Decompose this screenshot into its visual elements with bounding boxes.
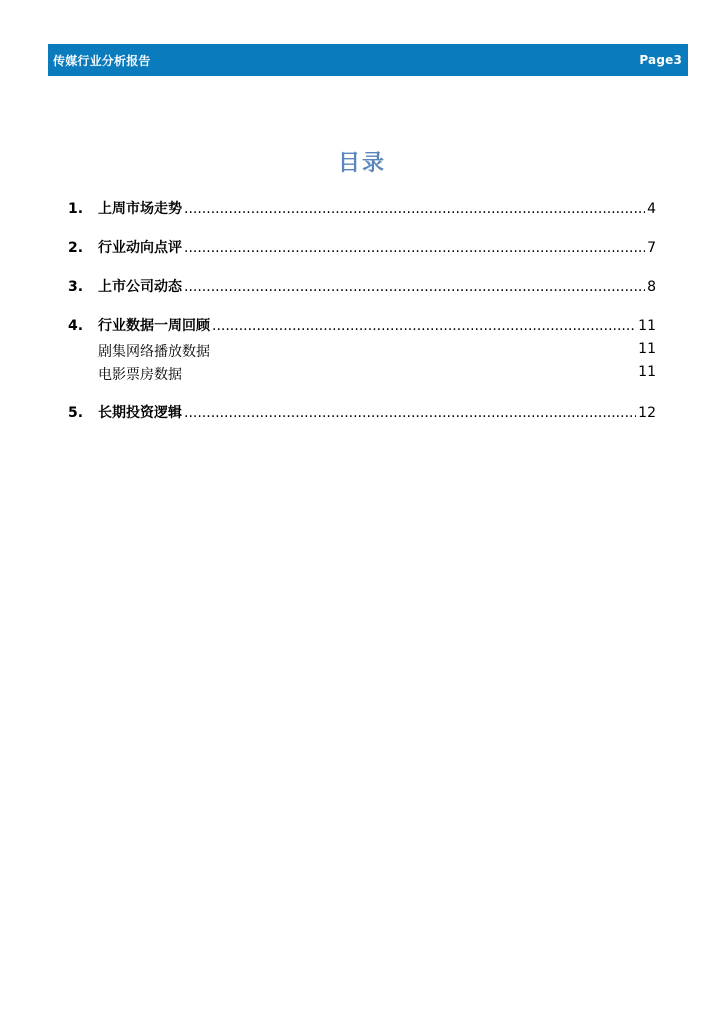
toc-subentry-page: 11 [638,364,656,380]
toc-entry-page: 8 [647,279,656,295]
toc-entry-number: 5. [68,405,84,421]
toc-entry-4[interactable] [68,315,656,341]
toc-entry-label: 行业动向点评 [98,240,182,256]
toc-entry-label: 行业数据一周回顾 [98,318,210,334]
toc-entry-page: 7 [647,240,656,256]
report-title: 传媒行业分析报告 [53,53,151,68]
toc-entry-number: 3. [68,279,84,295]
toc-entry-label: 长期投资逻辑 [98,405,182,421]
toc-leader-dots [184,405,636,421]
toc-subentry-boxoffice[interactable] [68,364,656,387]
toc-leader-dots [184,240,645,256]
toc-entry-number: 2. [68,240,84,256]
toc-entry-page: 12 [638,405,656,421]
toc-entry-1[interactable] [68,198,656,224]
toc-entry-5[interactable] [68,402,656,428]
toc-subentry-label: 剧集网络播放数据 [98,344,210,360]
toc-leader-dots [184,279,645,295]
page-number: Page3 [639,53,682,67]
page-header-bar [48,44,688,76]
toc-subentry-label: 电影票房数据 [98,367,182,383]
toc-subentry-page: 11 [638,341,656,357]
toc-leader-dots [212,318,636,334]
toc-subentry-drama[interactable] [68,341,656,364]
toc-entry-page: 11 [638,318,656,334]
toc-entry-label: 上周市场走势 [98,201,182,217]
toc-entry-number: 1. [68,201,84,217]
toc-entry-2[interactable] [68,237,656,263]
toc-entry-page: 4 [647,201,656,217]
toc-leader-dots [184,201,645,217]
toc-entry-3[interactable] [68,276,656,302]
table-of-contents [68,198,656,441]
toc-title: 目录 [337,151,386,176]
toc-entry-number: 4. [68,318,84,334]
toc-entry-label: 上市公司动态 [98,279,182,295]
